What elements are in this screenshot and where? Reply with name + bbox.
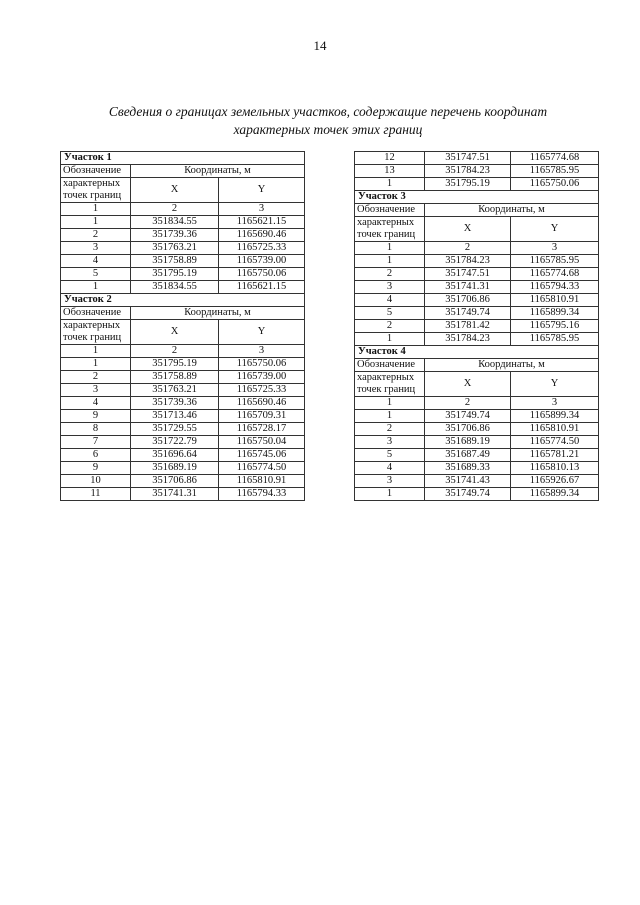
index-cell: 3 [219, 345, 305, 358]
section-title-row [61, 294, 305, 307]
table-row [61, 436, 305, 449]
y-cell: 1165810.91 [511, 423, 599, 436]
y-cell: 1165725.33 [219, 384, 305, 397]
y-header: Y [511, 372, 599, 397]
document-title [60, 103, 596, 139]
left-column [60, 151, 305, 501]
x-cell: 351749.74 [425, 488, 511, 501]
point-id-cell: 2 [355, 268, 425, 281]
y-cell: 1165794.33 [511, 281, 599, 294]
x-cell: 351834.55 [131, 216, 219, 229]
x-cell: 351781.42 [425, 320, 511, 333]
point-id-cell: 7 [61, 436, 131, 449]
y-cell: 1165899.34 [511, 488, 599, 501]
index-row [61, 203, 305, 216]
header-row [355, 204, 599, 217]
y-cell: 1165899.34 [511, 410, 599, 423]
header-row [61, 320, 305, 345]
y-cell: 1165745.06 [219, 449, 305, 462]
table-row [355, 488, 599, 501]
y-cell: 1165774.50 [219, 462, 305, 475]
index-cell: 2 [131, 203, 219, 216]
index-cell: 1 [61, 345, 131, 358]
point-header-cont [61, 178, 131, 203]
x-cell: 351689.19 [425, 436, 511, 449]
point-id-cell: 1 [355, 255, 425, 268]
point-header: Обозначение [61, 165, 131, 178]
point-header-cont [355, 217, 425, 242]
point-header-line-3: точек границ [357, 229, 416, 240]
index-cell: 1 [355, 397, 425, 410]
point-id-cell: 6 [61, 449, 131, 462]
point-id-cell: 4 [355, 294, 425, 307]
header-row [355, 217, 599, 242]
index-cell: 2 [425, 397, 511, 410]
table-row [355, 294, 599, 307]
table-row [355, 462, 599, 475]
index-cell: 3 [511, 397, 599, 410]
index-row [61, 345, 305, 358]
y-cell: 1165810.91 [511, 294, 599, 307]
x-cell: 351741.31 [131, 488, 219, 501]
point-header: Обозначение [355, 359, 425, 372]
index-cell: 2 [131, 345, 219, 358]
y-cell: 1165750.06 [219, 358, 305, 371]
right-column [354, 151, 599, 501]
section-title: Участок 1 [61, 152, 305, 165]
y-cell: 1165785.95 [511, 333, 599, 346]
point-id-cell: 3 [61, 242, 131, 255]
coordinates-table-right [354, 151, 599, 501]
y-cell: 1165750.06 [511, 178, 599, 191]
table-row [355, 320, 599, 333]
point-id-cell: 5 [61, 268, 131, 281]
x-cell: 351758.89 [131, 371, 219, 384]
table-row [355, 333, 599, 346]
x-header: X [425, 217, 511, 242]
index-cell: 2 [425, 242, 511, 255]
table-row [61, 229, 305, 242]
point-id-cell: 9 [61, 462, 131, 475]
y-cell: 1165795.16 [511, 320, 599, 333]
table-row [61, 475, 305, 488]
index-cell: 1 [355, 242, 425, 255]
x-cell: 351749.74 [425, 307, 511, 320]
section-title-row [355, 191, 599, 204]
y-cell: 1165728.17 [219, 423, 305, 436]
coordinates-header: Координаты, м [425, 359, 599, 372]
point-header-line-2: характерных [63, 178, 121, 189]
point-header-line-2: характерных [357, 372, 415, 383]
y-cell: 1165750.04 [219, 436, 305, 449]
x-cell: 351706.86 [131, 475, 219, 488]
x-header: X [131, 178, 219, 203]
y-cell: 1165739.00 [219, 371, 305, 384]
table-row [61, 384, 305, 397]
x-cell: 351729.55 [131, 423, 219, 436]
point-id-cell: 8 [61, 423, 131, 436]
table-row [355, 475, 599, 488]
table-row [61, 423, 305, 436]
table-row [61, 242, 305, 255]
x-cell: 351784.23 [425, 255, 511, 268]
point-id-cell: 5 [355, 449, 425, 462]
x-cell: 351747.51 [425, 152, 511, 165]
section-title-row [355, 346, 599, 359]
header-row [61, 307, 305, 320]
y-cell: 1165926.67 [511, 475, 599, 488]
y-cell: 1165774.68 [511, 152, 599, 165]
x-cell: 351706.86 [425, 294, 511, 307]
x-cell: 351687.49 [425, 449, 511, 462]
x-cell: 351795.19 [425, 178, 511, 191]
y-cell: 1165621.15 [219, 216, 305, 229]
point-id-cell: 3 [355, 281, 425, 294]
point-id-cell: 1 [355, 178, 425, 191]
coordinates-table-left [60, 151, 305, 501]
table-row [61, 358, 305, 371]
table-row [61, 281, 305, 294]
x-cell: 351758.89 [131, 255, 219, 268]
index-row [355, 242, 599, 255]
x-cell: 351722.79 [131, 436, 219, 449]
x-cell: 351713.46 [131, 410, 219, 423]
y-header: Y [511, 217, 599, 242]
index-row [355, 397, 599, 410]
page-number: 14 [313, 38, 327, 53]
point-id-cell: 13 [355, 165, 425, 178]
y-cell: 1165774.68 [511, 268, 599, 281]
x-cell: 351689.33 [425, 462, 511, 475]
table-row [61, 255, 305, 268]
y-cell: 1165739.00 [219, 255, 305, 268]
header-row [355, 372, 599, 397]
point-id-cell: 11 [61, 488, 131, 501]
x-cell: 351795.19 [131, 358, 219, 371]
y-cell: 1165690.46 [219, 229, 305, 242]
table-row [61, 371, 305, 384]
table-row [355, 165, 599, 178]
y-cell: 1165774.50 [511, 436, 599, 449]
point-header: Обозначение [61, 307, 131, 320]
header-row [61, 178, 305, 203]
y-cell: 1165810.13 [511, 462, 599, 475]
table-row [61, 462, 305, 475]
y-header: Y [219, 178, 305, 203]
point-header-line-2: характерных [357, 217, 415, 228]
table-row [355, 410, 599, 423]
table-row [355, 178, 599, 191]
table-row [355, 449, 599, 462]
point-id-cell: 2 [355, 423, 425, 436]
x-cell: 351784.23 [425, 165, 511, 178]
x-header: X [425, 372, 511, 397]
index-cell: 3 [219, 203, 305, 216]
section-title: Участок 2 [61, 294, 305, 307]
table-row [355, 255, 599, 268]
table-row [355, 152, 599, 165]
table-row [61, 410, 305, 423]
point-id-cell: 4 [61, 255, 131, 268]
point-id-cell: 3 [355, 436, 425, 449]
index-cell: 3 [511, 242, 599, 255]
point-id-cell: 2 [355, 320, 425, 333]
table-row [355, 268, 599, 281]
point-id-cell: 1 [355, 333, 425, 346]
section-title: Участок 4 [355, 346, 599, 359]
point-id-cell: 1 [355, 488, 425, 501]
point-header-line-3: точек границ [63, 332, 122, 343]
point-id-cell: 1 [61, 216, 131, 229]
document-title-line-2: характерных точек этих границ [233, 122, 423, 137]
point-header-line-2: характерных [63, 320, 121, 331]
y-cell: 1165690.46 [219, 397, 305, 410]
x-cell: 351784.23 [425, 333, 511, 346]
section-title: Участок 3 [355, 191, 599, 204]
table-row [61, 397, 305, 410]
y-cell: 1165621.15 [219, 281, 305, 294]
x-cell: 351696.64 [131, 449, 219, 462]
x-cell: 351763.21 [131, 242, 219, 255]
x-cell: 351739.36 [131, 229, 219, 242]
table-row [355, 307, 599, 320]
y-cell: 1165781.21 [511, 449, 599, 462]
coordinates-header: Координаты, м [425, 204, 599, 217]
x-cell: 351749.74 [425, 410, 511, 423]
point-id-cell: 1 [61, 281, 131, 294]
coordinates-header: Координаты, м [131, 307, 305, 320]
document-title-line-1: Сведения о границах земельных участков, содержащие перечень координат [108, 104, 548, 119]
table-row [61, 216, 305, 229]
y-cell: 1165785.95 [511, 255, 599, 268]
point-header-line-3: точек границ [63, 190, 122, 201]
y-header: Y [219, 320, 305, 345]
x-cell: 351706.86 [425, 423, 511, 436]
point-header: Обозначение [355, 204, 425, 217]
point-id-cell: 4 [61, 397, 131, 410]
point-id-cell: 3 [355, 475, 425, 488]
point-header-line-3: точек границ [357, 384, 416, 395]
x-cell: 351741.43 [425, 475, 511, 488]
y-cell: 1165785.95 [511, 165, 599, 178]
x-cell: 351834.55 [131, 281, 219, 294]
point-id-cell: 1 [355, 410, 425, 423]
section-title-row [61, 152, 305, 165]
point-id-cell: 4 [355, 462, 425, 475]
point-id-cell: 9 [61, 410, 131, 423]
point-id-cell: 5 [355, 307, 425, 320]
point-id-cell: 10 [61, 475, 131, 488]
y-cell: 1165709.31 [219, 410, 305, 423]
x-header: X [131, 320, 219, 345]
point-header-cont [61, 320, 131, 345]
coordinates-header: Координаты, м [131, 165, 305, 178]
table-row [355, 423, 599, 436]
table-row [355, 281, 599, 294]
x-cell: 351689.19 [131, 462, 219, 475]
point-header-cont [355, 372, 425, 397]
point-id-cell: 3 [61, 384, 131, 397]
y-cell: 1165750.06 [219, 268, 305, 281]
x-cell: 351795.19 [131, 268, 219, 281]
table-row [61, 488, 305, 501]
point-id-cell: 2 [61, 229, 131, 242]
y-cell: 1165794.33 [219, 488, 305, 501]
x-cell: 351763.21 [131, 384, 219, 397]
header-row [355, 359, 599, 372]
table-row [61, 268, 305, 281]
table-row [355, 436, 599, 449]
header-row [61, 165, 305, 178]
point-id-cell: 1 [61, 358, 131, 371]
x-cell: 351741.31 [425, 281, 511, 294]
point-id-cell: 12 [355, 152, 425, 165]
x-cell: 351739.36 [131, 397, 219, 410]
index-cell: 1 [61, 203, 131, 216]
point-id-cell: 2 [61, 371, 131, 384]
table-row [61, 449, 305, 462]
y-cell: 1165810.91 [219, 475, 305, 488]
x-cell: 351747.51 [425, 268, 511, 281]
y-cell: 1165899.34 [511, 307, 599, 320]
y-cell: 1165725.33 [219, 242, 305, 255]
